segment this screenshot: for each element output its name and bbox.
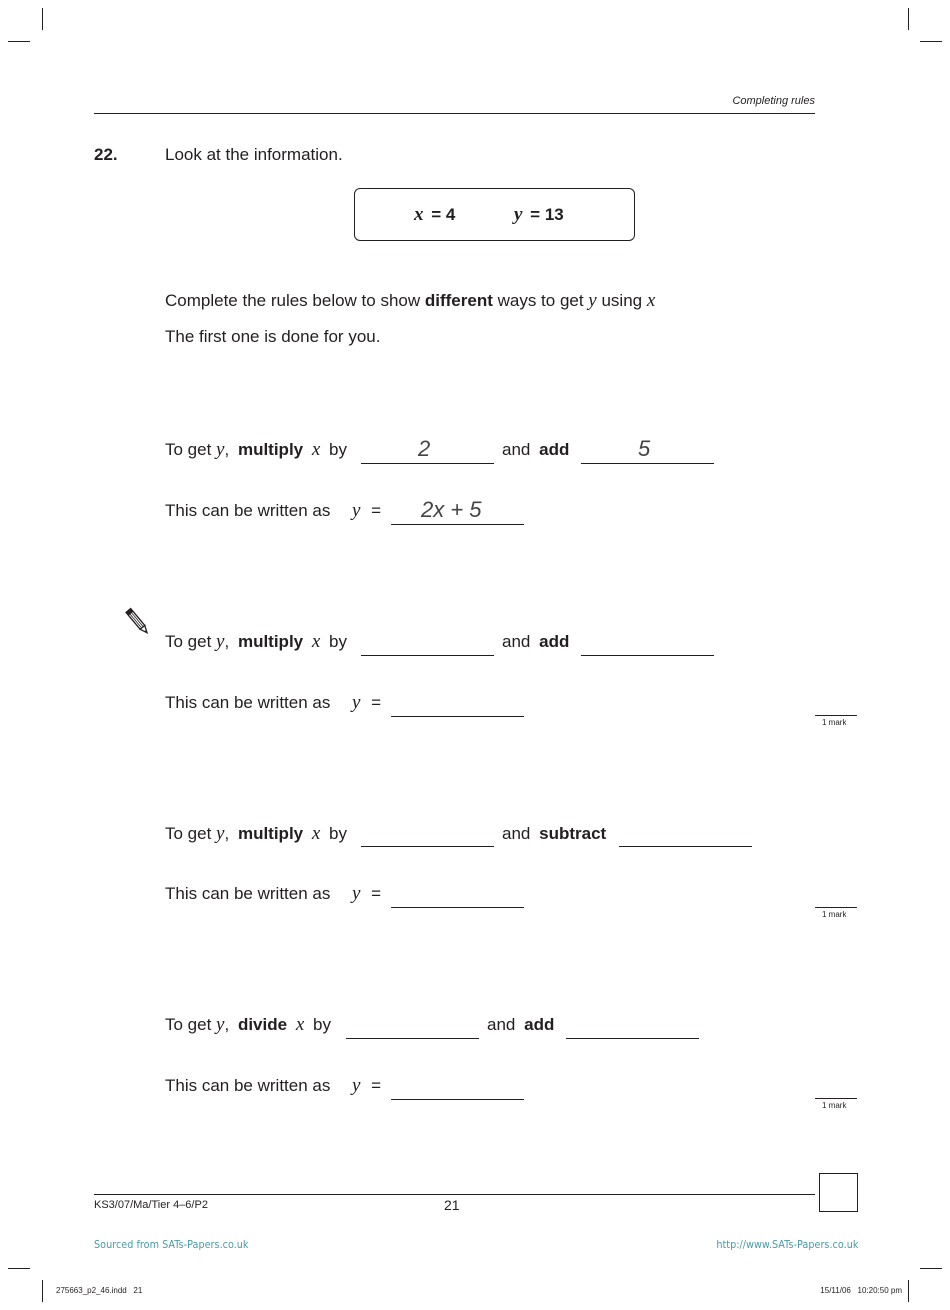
rule-text: , — [224, 1015, 230, 1034]
answer-blank-1[interactable] — [361, 463, 494, 464]
answer-blank-1[interactable] — [361, 846, 494, 847]
operation-divide: divide — [237, 1015, 288, 1034]
answer-blank-2[interactable] — [581, 655, 714, 656]
operation-multiply: multiply — [237, 824, 304, 843]
answer-blank-equation[interactable] — [391, 1099, 524, 1100]
mark-line — [815, 715, 857, 716]
paper-code: KS3/07/Ma/Tier 4–6/P2 — [94, 1199, 208, 1211]
crop-mark — [920, 41, 942, 42]
var-x: x — [311, 823, 321, 844]
mark-label: 1 mark — [822, 910, 847, 919]
operation-subtract: subtract — [539, 824, 607, 843]
var-y: y — [514, 204, 523, 225]
rule-1-and — [502, 440, 569, 460]
var-y: y — [352, 500, 361, 521]
rule-text: by — [329, 632, 347, 651]
crop-mark — [42, 8, 43, 30]
instruction-text: Complete the rules below to show — [165, 291, 425, 310]
operation-add: add — [539, 440, 570, 459]
answer-blank-1[interactable] — [361, 655, 494, 656]
question-number: 22. — [94, 145, 118, 164]
var-y: y — [216, 823, 225, 844]
print-timestamp: 15/11/06 10:20:50 pm — [820, 1286, 902, 1295]
y-value: = 13 — [530, 205, 564, 224]
answer-blank-equation[interactable] — [391, 907, 524, 908]
info-y — [514, 205, 564, 225]
var-y: y — [352, 883, 361, 904]
rule-text: and — [502, 824, 531, 843]
rule-1-written — [165, 501, 330, 521]
equals-sign: = — [371, 693, 382, 712]
rule-text: This can be written as — [165, 1076, 331, 1095]
rule-text: and — [502, 632, 531, 651]
equals-sign: = — [371, 1076, 382, 1095]
rule-2-written — [165, 693, 330, 713]
var-y: y — [352, 1075, 361, 1096]
answer-blank-1[interactable] — [346, 1038, 479, 1039]
page-number: 21 — [444, 1197, 460, 1213]
var-y: y — [216, 439, 225, 460]
rule-text: , — [224, 632, 230, 651]
rule-3-line — [165, 824, 347, 844]
rule-text: by — [329, 824, 347, 843]
rule-3-and — [502, 824, 606, 844]
rule-3-written — [165, 884, 330, 904]
var-x: x — [414, 204, 424, 225]
rule-text: by — [329, 440, 347, 459]
rule-4-written — [165, 1076, 330, 1096]
rule-4-and — [487, 1015, 554, 1035]
rule-text: This can be written as — [165, 884, 331, 903]
crop-mark — [908, 8, 909, 30]
rule-text: and — [487, 1015, 516, 1034]
rule-4-equation — [352, 1076, 381, 1096]
mark-line — [815, 1098, 857, 1099]
rule-text: To get — [165, 824, 217, 843]
handwritten-answer: 2x + 5 — [421, 497, 482, 522]
instruction-bold: different — [424, 291, 493, 310]
info-box — [354, 188, 635, 241]
mark-line — [815, 907, 857, 908]
rule-1-equation — [352, 501, 381, 521]
answer-blank-2[interactable] — [566, 1038, 699, 1039]
instruction-text: ways to get — [492, 291, 589, 310]
pencil-icon — [124, 606, 152, 638]
var-x: x — [311, 439, 321, 460]
rule-text: , — [224, 440, 230, 459]
x-value: = 4 — [431, 205, 456, 224]
answer-blank-equation[interactable] — [391, 524, 524, 525]
var-x: x — [311, 631, 321, 652]
instruction-text: using — [596, 291, 647, 310]
rule-text: To get — [165, 440, 217, 459]
rule-2-equation — [352, 693, 381, 713]
equals-sign: = — [371, 884, 382, 903]
var-x: x — [295, 1014, 305, 1035]
rule-text: , — [224, 824, 230, 843]
var-x: x — [646, 290, 656, 311]
equals-sign: = — [371, 501, 382, 520]
print-file-slug: 275663_p2_46.indd 21 — [56, 1286, 143, 1295]
rule-text: To get — [165, 632, 217, 651]
marks-total-box — [819, 1173, 858, 1212]
crop-mark — [8, 41, 30, 42]
instruction — [165, 291, 655, 311]
var-y: y — [216, 631, 225, 652]
crop-mark — [920, 1268, 942, 1269]
handwritten-answer: 5 — [638, 436, 651, 461]
rule-4-line — [165, 1015, 331, 1035]
info-x — [414, 205, 455, 225]
footer-rule — [94, 1194, 815, 1195]
crop-mark — [8, 1268, 30, 1269]
rule-text: and — [502, 440, 531, 459]
var-y: y — [352, 692, 361, 713]
header-rule — [94, 113, 815, 114]
rule-2-line — [165, 632, 347, 652]
source-link[interactable]: Sourced from SATs-Papers.co.uk — [94, 1238, 249, 1251]
rule-3-equation — [352, 884, 381, 904]
handwritten-answer: 2 — [418, 436, 431, 461]
rule-text: by — [312, 1015, 331, 1034]
mark-label: 1 mark — [822, 1101, 847, 1110]
rule-text: This can be written as — [165, 501, 331, 520]
var-y: y — [216, 1014, 225, 1035]
answer-blank-2[interactable] — [581, 463, 714, 464]
mark-label: 1 mark — [822, 718, 847, 727]
rule-1-line — [165, 440, 347, 460]
rule-text: This can be written as — [165, 693, 331, 712]
answer-blank-equation[interactable] — [391, 716, 524, 717]
rule-2-and — [502, 632, 569, 652]
header-topic: Completing rules — [732, 95, 815, 107]
operation-add: add — [539, 632, 570, 651]
instruction-note: The first one is done for you. — [165, 327, 381, 346]
answer-blank-2[interactable] — [619, 846, 752, 847]
crop-mark — [908, 1280, 909, 1302]
crop-mark — [42, 1280, 43, 1302]
operation-multiply: multiply — [237, 440, 304, 459]
rule-text: To get — [165, 1015, 217, 1034]
question-intro: Look at the information. — [165, 145, 343, 164]
var-y: y — [588, 290, 597, 311]
operation-multiply: multiply — [237, 632, 304, 651]
operation-add: add — [524, 1015, 555, 1034]
source-url[interactable]: http://www.SATs-Papers.co.uk — [715, 1238, 858, 1251]
